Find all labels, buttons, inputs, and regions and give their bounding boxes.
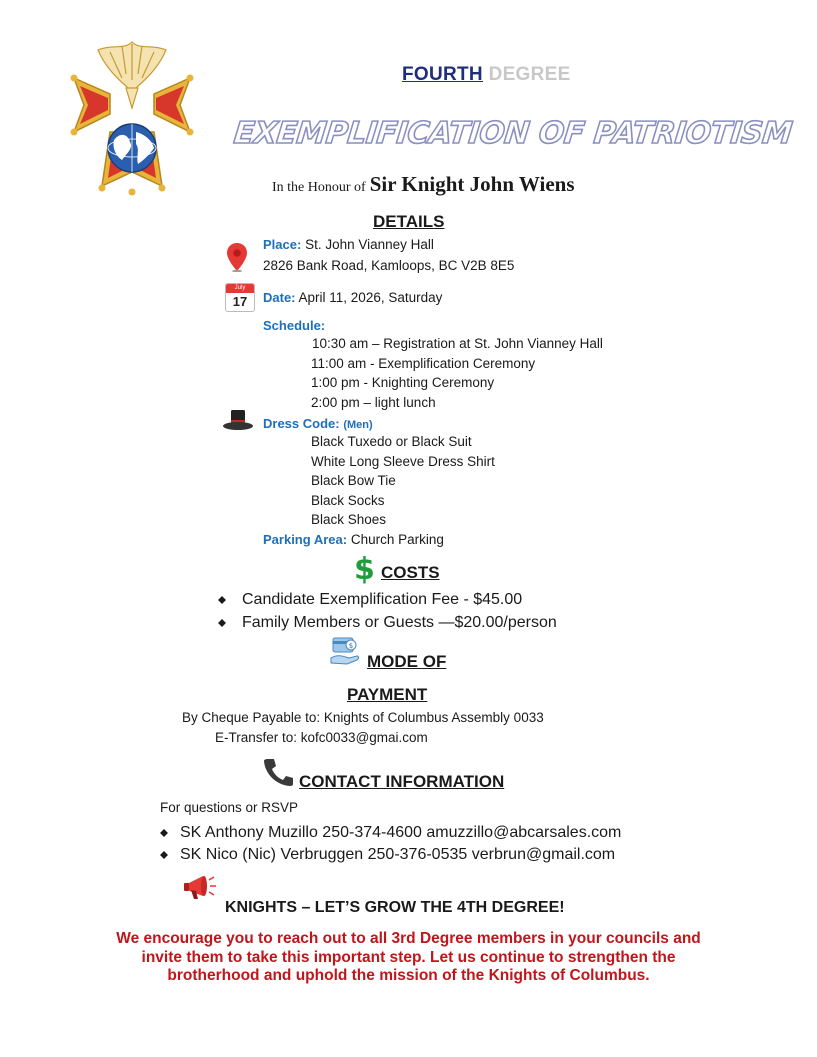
cost-item — [218, 591, 522, 609]
bullet-icon — [218, 619, 226, 627]
dress-item: Black Socks — [311, 493, 385, 508]
honour-prefix: In the Honour of — [272, 180, 366, 195]
schedule-item: 2:00 pm – light lunch — [311, 395, 436, 410]
cost-item — [218, 614, 557, 632]
bullet-icon — [218, 596, 226, 604]
place-address: 2826 Bank Road, Kamloops, BC V2B 8E5 — [263, 258, 515, 273]
payment-heading-line1: MODE OF — [367, 652, 447, 671]
schedule-item: 10:30 am – Registration at St. John Vianney Hall — [312, 336, 603, 351]
calendar-month: July — [226, 284, 254, 293]
parking-value: Church Parking — [350, 532, 444, 547]
costs-heading: COSTS — [381, 563, 440, 582]
closing-message — [60, 930, 757, 986]
contact-intro: For questions or RSVP — [160, 800, 299, 815]
svg-text:$: $ — [348, 642, 354, 650]
dress-item: Black Shoes — [311, 512, 387, 527]
degree-word: DEGREE — [488, 64, 571, 85]
cost-item-text: Candidate Exemplification Fee - $45.00 — [242, 591, 523, 608]
date-row — [263, 290, 442, 305]
etransfer-info: E-Transfer to: kofc0033@gmai.com — [215, 730, 428, 745]
closing-message-line: brotherhood and uphold the mission of the Knights of Columbus. — [167, 967, 650, 984]
fourth-degree-heading — [402, 64, 571, 86]
schedule-item: 1:00 pm - Knighting Ceremony — [311, 375, 495, 390]
parking-label: Parking Area: — [263, 532, 348, 547]
details-heading: DETAILS — [373, 212, 445, 231]
calendar-icon — [225, 283, 255, 312]
page-title: EXEMPLIFICATION OF PATRIOTISM — [232, 116, 794, 151]
closing-heading: KNIGHTS – LET’S GROW THE 4TH DEGREE! — [225, 899, 565, 916]
megaphone-icon — [183, 872, 217, 902]
dress-item: White Long Sleeve Dress Shirt — [311, 454, 495, 469]
place-label: Place: — [263, 237, 302, 252]
date-label: Date: — [263, 290, 296, 305]
fourth-degree-emblem-icon — [70, 36, 194, 198]
dress-code-row — [263, 416, 373, 431]
top-hat-icon — [222, 409, 254, 431]
schedule-label: Schedule: — [263, 318, 326, 333]
telephone-icon — [262, 757, 294, 787]
honoree-name: Sir Knight John Wiens — [369, 172, 575, 196]
date-value: April 11, 2026, Saturday — [298, 290, 443, 305]
closing-message-line: invite them to take this important step. Let us continue to strengthen the — [141, 948, 676, 966]
contact-item — [160, 824, 621, 842]
place-row — [263, 237, 434, 252]
contact-item-text: SK Anthony Muzillo 250-374-4600 amuzzillo@abcarsales.com — [180, 824, 622, 841]
schedule-item: 11:00 am - Exemplification Ceremony — [311, 356, 536, 371]
calendar-day: 17 — [232, 294, 248, 309]
parking-row — [263, 532, 444, 547]
dress-item: Black Tuxedo or Black Suit — [311, 434, 472, 449]
payment-card-icon — [329, 636, 361, 666]
bullet-icon — [160, 829, 168, 837]
map-pin-icon — [226, 242, 248, 272]
dress-item: Black Bow Tie — [311, 473, 396, 488]
place-name: St. John Vianney Hall — [305, 237, 434, 252]
contact-heading: CONTACT INFORMATION — [299, 772, 505, 791]
contact-item-text: SK Nico (Nic) Verbruggen 250-376-0535 verbrun@gmail.com — [180, 846, 616, 863]
payment-heading-line2: PAYMENT — [347, 685, 428, 704]
cheque-info: By Cheque Payable to: Knights of Columbus Assembly 0033 — [182, 710, 544, 725]
contact-item — [160, 846, 615, 864]
fourth-word: FOURTH — [402, 64, 483, 85]
dress-code-note: (Men) — [343, 419, 373, 431]
bullet-icon — [160, 851, 168, 859]
dress-code-label: Dress Code: — [263, 416, 340, 431]
honour-line — [272, 172, 575, 197]
closing-message-line: We encourage you to reach out to all 3rd Degree members in your councils and — [116, 930, 701, 947]
cost-item-text: Family Members or Guests —$20.00/person — [242, 614, 557, 631]
dollar-sign-icon: $ — [354, 552, 375, 587]
